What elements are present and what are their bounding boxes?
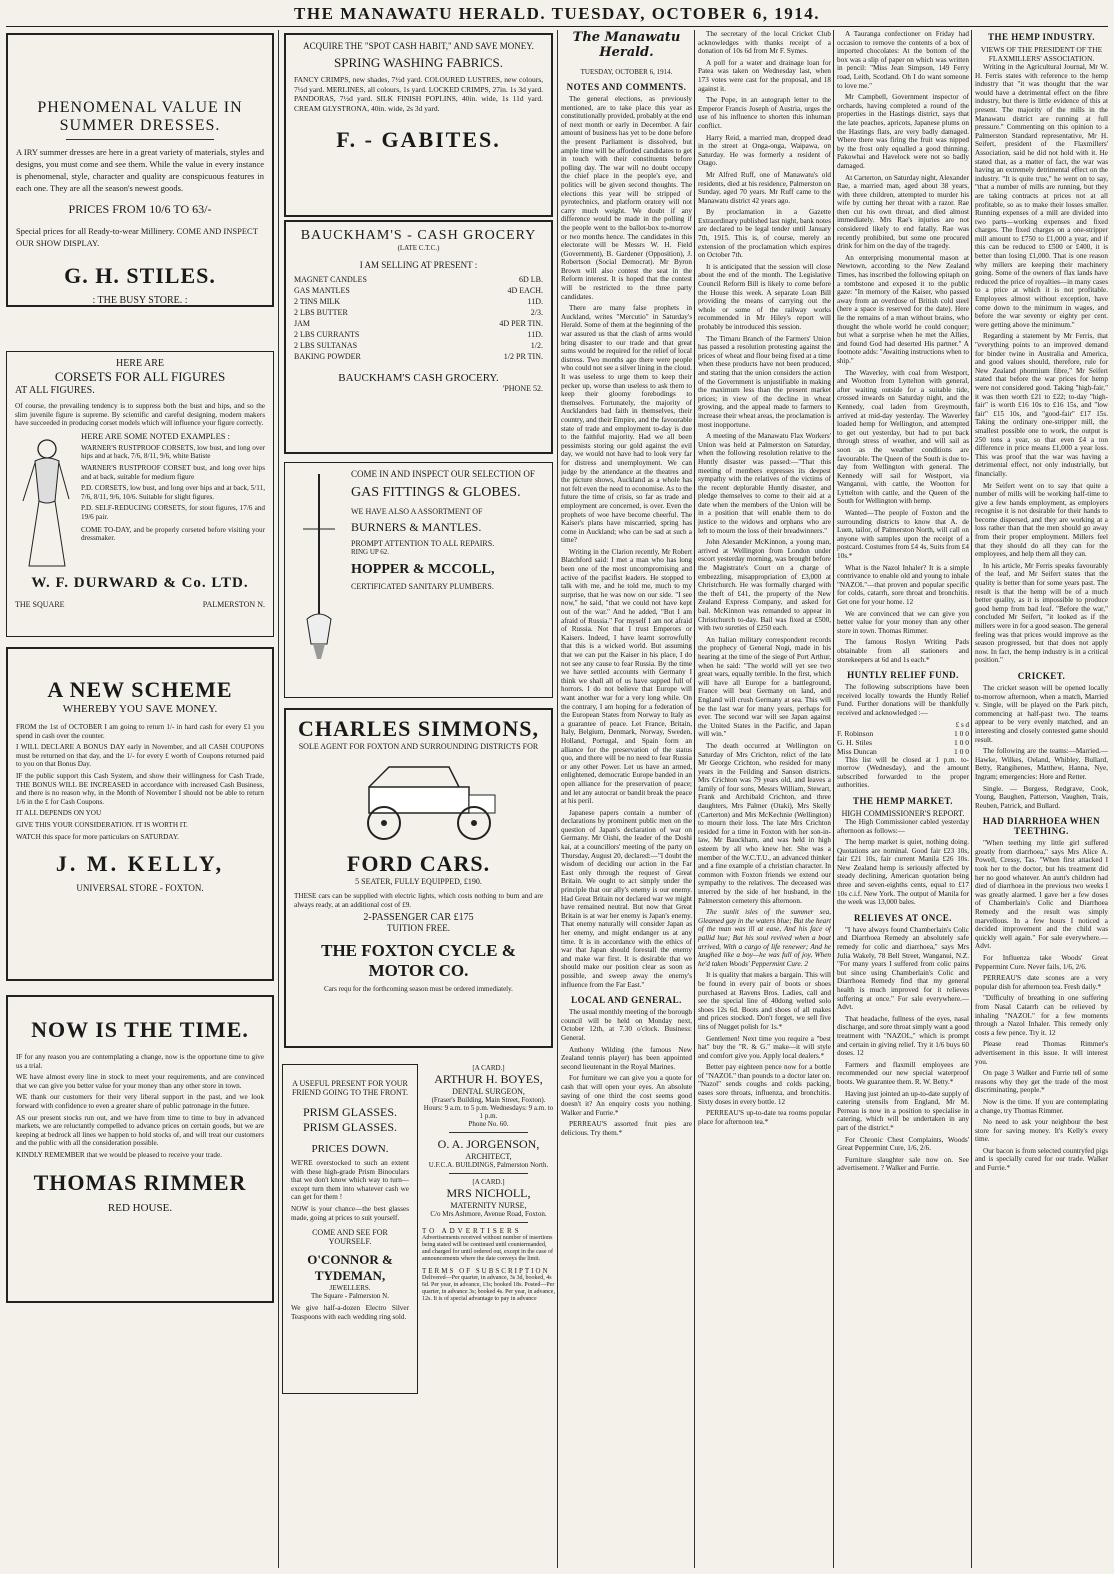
- donor-name: Miss Duncan: [837, 746, 877, 756]
- hemp-paragraph: The High Commissioner cabled yesterday afternoon as follows:—: [837, 817, 969, 835]
- hemp-industry-paragraph: Regarding a statement by Mr Ferris, that "everything points to an improved demand for binder twine in Australia and America, and good values should, therefore, rule for New Zealand phormium fibre," Mr Seifert stated that before the war prices for hemp were not considered good. Taking "high-fair," it was then worth £21 to £22; to-day "high-fair" is worth £16 10s to £16 15s, and "low fair" £15 10s, and "good-fair" £17 15s. Taking the ordinary one-stripper mill, the smallest possible one to work, the output is 250 tons a year, so that even £4 a ton difference in price means £1,000 a year loss. This was proof that the war was having a detrimental effect, not only industrially, but financially.: [975, 332, 1108, 478]
- ad-stiles-title-2: SUMMER DRESSES.: [59, 117, 221, 134]
- ad-stiles-prices: PRICES FROM 10/6 TO 63/-: [68, 202, 212, 216]
- cricket-paragraph: The following are the teams:—Married.—Hawke, Wilkes, Oeland, Whibley, Bullard, Betty, Rangihenes, Matthew, Hanna, Nye, Ingram; emergencies: Hore and Retter.: [975, 747, 1108, 781]
- news-paragraph: "Difficulty of breathing in one suffering from Nasal Catarrh can be relieved by inhaling "NAZOL" for a few moments through a Nazol Inhaler. This remedy only costs a few pence. Try it. 12: [975, 994, 1108, 1037]
- price-list: [294, 274, 543, 362]
- column-advertisements-middle: [282, 30, 555, 1568]
- price-item-name: JAM: [294, 319, 311, 328]
- price-item-price: 1/2.: [530, 341, 543, 350]
- ad-gabites-line: ACQUIRE THE "SPOT CASH HABIT," AND SAVE MONEY.: [303, 41, 534, 51]
- price-list-item: [294, 351, 543, 362]
- ad-simmons-tuition: TUITION FREE.: [387, 923, 450, 934]
- card-nicholl-addr: C/o Mrs Ashmore, Avenue Road, Foxton.: [430, 1210, 547, 1218]
- ad-bauckham-selling: I AM SELLING AT PRESENT :: [359, 260, 478, 270]
- ad-oconnor-down: PRICES DOWN.: [311, 1143, 389, 1155]
- price-list-item: [294, 318, 543, 329]
- ad-durward-example: P.D. SELF-REDUCING CORSETS, for stout figures, 17/6 and 19/6 pair.: [81, 504, 265, 521]
- ad-stiles-special: Special prices for all Ready-to-wear Millinery. COME AND INSPECT OUR SHOW DISPLAY.: [16, 226, 258, 248]
- cricket-heading: CRICKET.: [1017, 670, 1066, 681]
- news-paragraph: For Influenza take Woods' Great Peppermint Cure. Never fails, 1/6, 2/6.: [975, 954, 1108, 971]
- ad-durward-sub: AT ALL FIGURES.: [15, 385, 95, 396]
- news-paragraph: What is the Nazol Inhaler? It is a simple contrivance to enable old and young to inhale "NAZOL"—that proven and popular specific for colds, catarrh, sore throat and bronchitis. Get one for your home. 12: [837, 563, 969, 606]
- news-paragraph: Harry Reid, a married man, dropped dead in the street at Onga-onga, Waipawa, on Saturday. He was formerly a resident of Otago.: [698, 133, 831, 168]
- editorial-paragraph: Writing in the Clarion recently, Mr Robert Blatchford said: I met a man who has long been one of the most uncompromising and active of the pacifist leaders. He stopped to talk with me, and he told me, much to my surprise, that he was now on our side. "I see now," he said, "that we could not have kept out of the war." And he added, "But I am afraid of Russia." For myself I am not afraid of Russia. Not that I trust Emperors or Kaisers. Indeed, I have learnt sorrowfully that this is a wicked world. But assuming that we can put the Kaiser in his place, I do not see any cause to fear Russia. By the time we have settled accounts with Germany I think we shall all of us have supped full of horrors. I do not believe that Europe will want another war for a very long while. On the contrary, I am hoping for a federation of the European States from Norway to Italy as a guarantee of peace. Let France, Britain, Italy, Belgium, Denmark, Norway, Sweden, Holland, Portugal, and Spain form an alliance for the preservation of the status quo, and there will be no need to fear Russia or any other Power. Let us have an armed, enlightened, democratic Europe banded in an open alliance for the preservation of peace; and let any autocrat or bandit break the peace at his peril.: [561, 547, 692, 806]
- donor-list: [837, 729, 969, 756]
- column-divider: [833, 30, 834, 1568]
- ad-simmons-cars: FORD CARS.: [346, 851, 491, 876]
- news-paragraph: Please read Thomas Rimmer's advertisement in this issue. It will interest you.: [975, 1040, 1108, 1066]
- hemp-paragraph: The hemp market is quiet, nothing doing. Quotations are nominal. Good fair £23 10s, fair £21 10s, fair current Manila £26 10s. New Zealand hemp is seriously affected by steady declining, American quotation being three and seven-eighths cents, equal to £17 10s c.i.f. New York. The output of Manila for the week was 13,000 bales.: [837, 838, 969, 907]
- donor-name: G. H. Stiles: [837, 737, 873, 747]
- price-list-item: [294, 329, 543, 340]
- hemp-market-subheading: HIGH COMMISSIONER'S REPORT.: [841, 808, 965, 818]
- price-list-item: [294, 274, 543, 285]
- news-paragraph: John Alexander McKinnon, a young man, arrived at Wellington from London under escort yesterday morning, was brought before the Magistrate's Court on a charge of embezzling, misappropriation of £3,000 at Christchurch. He was formally charged with the theft of £41, the property of the New Zealand Express Company, and asked for bail. McKinnon was remanded to appear in Christchurch to-day. Bail was fixed at £500, with two sureties of £250 each.: [698, 538, 831, 633]
- huntly-paragraph: The following subscriptions have been received locally towards the Huntly Relief Fund. Further donations will be thankfully received and acknowledged :—: [837, 683, 969, 717]
- card-nicholl-role: MATERNITY NURSE,: [450, 1201, 527, 1210]
- donor-amount: 1 0 0: [954, 737, 969, 747]
- ad-oconnor-give: We give half-a-dozen Electro Silver Teaspoons with each wedding ring sold.: [291, 1304, 409, 1321]
- column-divider: [278, 30, 279, 1568]
- card-boyes-addr: (Fraser's Building, Main Street, Foxton).: [431, 1096, 546, 1104]
- ad-durward-example: P.D. CORSETS, low bust, and long over hips and at back, 5/11, 7/6, 8/11, 9/6, 10/6. Suitable for slight figures.: [81, 484, 265, 501]
- news-paragraph: By proclamation in a Gazette Extraordinary published last night, bank notes are declared to be legal tender until January 7th, 1915. This is, of course, merely an extension of the proclamation which expires on October 7th.: [698, 208, 831, 260]
- card-boyes-phone: Phone No. 60.: [468, 1120, 509, 1128]
- hemp-industry-paragraph: In his article, Mr Ferris speaks favourably of the leaf, and Mr Seifert states that the quality is better than for some years past. The result is that the hemp will be of a much better quality, as it is impossible to produce good hemp from bad leaf. "Before the war," concluded Mr Seifert, "it looked as if the millers were in for a good season. The general feeling was that prices would improve as the season progressed, but that does not apply now. In fact, the hemp industry is in a critical position.": [975, 561, 1108, 665]
- price-item-price: 11D.: [527, 297, 543, 306]
- news-paragraph: The Waverley, with coal from Westport, and Wootton from Lyttelton with general, after waiting outside for a suitable tide, crossed inwards on Saturday night, and the Kennedy, coal laden from Greymouth, arrived at mid-day yesterday. The Waverley loaded hemp for Wellington, and attempted to get out yesterday, but had to put back through stress of weather, and will sail as soon as the weather conditions are favourable. The Queen of the South is due to-day from Wellington with general. The Kennedy will sail for Westport, via Wanganui, with cattle, the Wootton for Lyttelton with cattle, and the Queen of the South for Wellington with hemp.: [837, 368, 969, 506]
- ad-oconnor-name: O'CONNOR & TYDEMAN,: [307, 1252, 393, 1284]
- news-paragraph: An Italian military correspondent records the prophecy of General Nogi, made in his hearing at the time of the siege of Port Arthur, when he said: "The world will yet see two great wars, equally terrible. In the first, which will have all Europe for a battleground, France will beat Germany on land, and England will crush Germany at sea. This will be the last war for many years, perhaps for ever. The second war will see Japan against the United States in the Pacific, and Japan will win.": [698, 635, 831, 739]
- ad-stiles: [6, 33, 274, 307]
- ad-rimmer-p5: KINDLY REMEMBER that we would be pleased to receive your trade.: [16, 1150, 222, 1159]
- news-paragraph: Better pay eighteen pence now for a bottle of "NAZOL" than pounds to a doctor later on. "Nazol" sends coughs and colds packing, eases sore throats, influenza, and bronchitis. Sixty doses in every bottle. 12: [698, 1063, 831, 1106]
- hemp-industry-paragraph: Mr Seifert went on to say that quite a number of mills will be working half-time to give a few hands employment, as employers recognise it is not desirable for their hands to become dispersed, and they are working at a loss rather than that the men should go away from their proper employment. Millers feel that they should do all they can for the employees, and help them all they can.: [975, 481, 1108, 559]
- ad-oconnor-prism-1: PRISM GLASSES.: [302, 1105, 398, 1119]
- price-list-item: [294, 296, 543, 307]
- card-nicholl-tag: [A CARD.]: [472, 1178, 505, 1186]
- news-paragraph: Furniture slaughter sale now on. See advertisement. ? Walker and Furrie.: [837, 1155, 969, 1173]
- ad-gabites-name: F. - GABITES.: [336, 127, 501, 152]
- ad-kelly-p5: GIVE THIS YOUR CONSIDERATION. IT IS WORTH IT.: [16, 820, 188, 829]
- ad-simmons: [284, 708, 553, 1048]
- ad-bauckham-title: BAUCKHAM'S - CASH GROCERY: [300, 228, 537, 243]
- ad-oconnor-body: WE'RE overstocked to such an extent with these high-grade Prism Binoculars that we don't know which way to turn—except turn them into whatever cash we can get for them !: [291, 1159, 409, 1202]
- news-paragraph: The secretary of the local Cricket Club acknowledges with thanks receipt of a donation of 10s 6d from Mr F. Symes.: [698, 30, 831, 56]
- hemp-industry-subheading: VIEWS OF THE PRESIDENT OF THE FLAXMILLERS' ASSOCIATION.: [980, 45, 1103, 63]
- ad-oconnor-tydeman: [282, 1064, 418, 1394]
- news-paragraph: A Tauranga confectioner on Friday had occasion to remove the contents of a box of imported chocolates: At the bottom of the box was a slip of paper on which was written in pencil: "Miss Jean Simpson, 149 Ferry road, Leith, Scotland. Oh I do want someone to love me.": [837, 30, 969, 90]
- ad-stiles-store: : THE BUSY STORE. :: [92, 295, 188, 306]
- cricket-paragraph: Single. — Burgess, Redgrave, Cook, Young, Baughen, Patterson, Vaughen, Trais, Reuben, Patrick, and Bullard.: [975, 784, 1108, 810]
- news-paragraph: A meeting of the Manawatu Flax Workers' Union was held at Palmerston on Saturday, when the following resolution relative to the Huntly disaster was passed:—"That this meeting of members expresses its deepest sympathy with the relatives of the victims of the recent deplorable Huntly disaster, and pledge themselves to come to their aid at a date when the members of the Union will be in a position that will enable them to do justice to the widows and orphans who are left to mourn the loss of their breadwinners.": [698, 432, 831, 535]
- news-paragraph: The famous Roslyn Writing Pads obtainable from all stationers and storekeepers at 6d and 1s each.*: [837, 638, 969, 664]
- ad-simmons-company: THE FOXTON CYCLE & MOTOR CO.: [321, 941, 516, 981]
- editorial-paragraph: There are many false prophets in Auckland, writes "Mercutio" in Saturday's Herald. Some of them at the beginning of the war assured us that the clash of arms would bring disaster to our trade and that great sums would be required for the relief of local distress. Two months ago there were people who could not see a silver lining in the cloud. It was useless to urge them to keep their pecker up, worse than useless to ask them to keep their gloomy forebodings to themselves. Fortunately, the majority of Aucklanders had faith in themselves, their country, and their Empire, and the favourable state of trade and employment to-day is due to the faithful majority. Had we all been pessimists storing our gold against the evil day, we would not have had to look very far for distress and unemployment. We can judge by the attendance at the theatres and the picture shows, Auckland as a whole has not felt even the need to economise. As to the future the time of crisis, so far as trade and employment are concerned, is over. Even the prophets of woe have become cheerful. The Kaiser's plans have miscarried, spring has come in Auckland; who can be sad at such a time?: [561, 304, 692, 545]
- editorial-paragraph: The general elections, as previously mentioned, are to take place this year as constitutionally provided, probably at the end of next month or early in December. A fair amount of business has yet to be done before the present Parliament is dissolved, but ample time will be afforded candidates to get in touch with their constituents before polling day. The war will no doubt occupy the chief place in the people's eye, and politics will be given second thoughts. The elections this year will be stripped of pyrotechnics, and platform oratory will not carry much weight. We doubt if any difference would be made in the polling if the people went to the ballot-box to-morrow or two months hence. The candidates in this electorate will be Messrs W. H. Field (Government), B. Gardener (Opposition), J. Robertson (Social Democrat). Mr Byron Brown will also contest the seat in the Reform interest. It is hoped that the contest will be restricted to the three party candidates.: [561, 95, 692, 301]
- ad-rimmer: [6, 995, 274, 1303]
- news-paragraph: No need to ask your neighbour the best store for saving money. It's Kelly's every time.: [975, 1118, 1108, 1144]
- column-advertisements-left: [4, 30, 276, 1568]
- ad-oconnor-body-2: NOW is your chance—the best glasses made, going at prices to suit yourself.: [291, 1204, 409, 1222]
- card-jorgenson-name: O. A. JORGENSON,: [437, 1137, 540, 1151]
- card-boyes-role: DENTAL SURGEON,: [452, 1087, 525, 1096]
- ad-bauckham: [284, 220, 553, 454]
- subscription-heading: TERMS OF SUBSCRIPTION: [422, 1267, 550, 1275]
- advertisers-heading: TO ADVERTISERS: [422, 1227, 522, 1235]
- ad-hopper-sub: CERTIFICATED SANITARY PLUMBERS.: [351, 582, 494, 591]
- ad-hopper-name: HOPPER & MCCOLL,: [351, 562, 495, 577]
- advertisers-body: Advertisements received without number of insertions being stated will be continued until countermanded, and charged for until ordered out, except in the case of announcements where the date conveys the limit.: [422, 1235, 554, 1262]
- ad-simmons-seater: 5 SEATER, FULLY EQUIPPED, £190.: [355, 877, 482, 886]
- price-list-item: [294, 285, 543, 296]
- news-paragraph: Mr Campbell, Government inspector of orchards, having completed a round of the properties in the Hastings district, says that the late peaches, apricots, Japanese plums on the Hastings flats, are very badly damaged. Where there was firing the fruit was nipped by the frost only equalled a good thinning. Pakowhai and Havelock were not so badly damaged.: [837, 93, 969, 170]
- news-paragraph: It is quality that makes a bargain. This will be found in every pair of boots or shoes purchased at Ravens Bros. Ladies, call and see the special line of 40dong welted solo shoes 12s 6d. Boots and shoes of all makes and prices stocked. Don't forget, we sell five tins of Nugget polish for 1s.*: [698, 971, 831, 1031]
- masthead-rule: [6, 26, 1108, 27]
- news-paragraph: It is anticipated that the session will close about the end of the month. The Legislative Council Reform Bill is likely to come before the House this week. A separate Loan Bill providing the means of carrying out the whole or some of the railway works recommended in Mr Hiley's report will probably be introduced this session.: [698, 262, 831, 331]
- hemp-market-heading: THE HEMP MARKET.: [852, 795, 954, 806]
- ad-oconnor-line: A USEFUL PRESENT FOR YOUR FRIEND GOING TO THE FRONT.: [291, 1079, 409, 1097]
- news-paragraph: For Chronic Chest Complaints, Woods' Great Peppermint Cure, 1/6, 2/6.: [837, 1135, 969, 1153]
- ad-bauckham-footer: BAUCKHAM'S CASH GROCERY.: [338, 372, 499, 384]
- news-paragraph: Mr Alfred Ruff, one of Manawatu's old residents, died at his residence, Palmerston on Sunday, aged 70 years. Mr Ruff came to the Manawatu district 42 years ago.: [698, 170, 831, 205]
- price-item-name: BAKING POWDER: [294, 352, 361, 361]
- ad-simmons-agent: SOLE AGENT FOR FOXTON AND SURROUNDING DISTRICTS FOR: [298, 742, 539, 751]
- ad-kelly-sub: WHEREBY YOU SAVE MONEY.: [62, 703, 218, 715]
- gas-lamp-illustration: [293, 469, 345, 669]
- news-paragraph: Having just jointed an up-to-date supply of catering utensils from England, Mr M. Perreau is now in a position to specialise in catering, which will be undertaken in any part of the district.*: [837, 1089, 969, 1132]
- ad-rimmer-p3: WE thank our customers for their very liberal support in the past, and we look forward with confidence to even a greater share of public patronage in the future.: [16, 1093, 264, 1110]
- column-divider: [694, 30, 695, 1568]
- ad-rimmer-p1: IF for any reason you are contemplating a change, now is the opportune time to give us a trial.: [16, 1053, 264, 1070]
- donor-row: [837, 738, 969, 747]
- ad-kelly-p1: FROM the 1st of OCTOBER I am going to return 1/- in hard cash for every £1 you spend in cash over the counter.: [16, 723, 264, 740]
- ad-simmons-body: THESE cars can be supplied with electric lights, which costs nothing to burn and are always ready, at an additional cost of £9.: [294, 892, 543, 909]
- news-paragraph: At Carterton, on Saturday night, Alexander Rae, a married man, aged about 38 years, with three children, attempted to murder his wife by cutting her throat with a razor. Rae then cut his own throat, and died almost immediately. Mrs Rae's injuries are not considered likely to end fatally. Rae was recently prohibited, but some one procured drink for him on the day of the tragedy.: [837, 173, 969, 251]
- ad-simmons-name: CHARLES SIMMONS,: [298, 716, 539, 741]
- diarrhoea-heading: HAD DIARRHOEA WHEN TEETHING.: [982, 816, 1101, 837]
- ad-durward-example: WARNER'S RUSTPROOF CORSETS, low bust, and long over hips and at back, 7/6, 8/11, 9/6, white Batiste: [81, 443, 265, 461]
- hemp-industry-heading: THE HEMP INDUSTRY.: [987, 32, 1096, 42]
- column-divider: [971, 30, 972, 1568]
- editorial-paragraph: Japanese papers contain a number of declarations by prominent public men on the question of Japan's declaration of war on Germany. Mr Oishi, the leader of the Doshi kai, at a councillors' meeting of the party on Thursday, August 20, declared:—"I doubt the wisdom of deciding our action in the Far East only through the request of Great Britain. We ought to act simply under the principle that our ally's enemy is our enemy. Had Great Britain not declared war we might have remained neutral. But now that Great Britain is at war her enemy is Japan's enemy. That enemy naturally will consider Japan as her enemy, and might endanger us at any time. It is in accordance with the ethics of war that Japan should forestall the enemy and make war first. It is desirable that we should make our position clear as soon as possible, and sweep away the enemy's influence from the Far East.": [561, 808, 692, 989]
- ad-stiles-body: A IRY summer dresses are here in a great variety of materials, styles and designs, you must come and see them. While the value in every instance is phenomenal, style, character and quality are conspicuous features in each one. They are all the season's newest goods.: [16, 147, 264, 193]
- card-jorgenson-addr: U.F.C.A. BUILDINGS, Palmerston North.: [428, 1161, 549, 1169]
- news-paragraph: A poll for a water and drainage loan for Patea was taken on Wednesday last, when 173 votes were cast for the proposal, and 18 against it.: [698, 58, 831, 93]
- lsd-heading: £ s d: [955, 720, 969, 729]
- ad-simmons-two: 2-PASSENGER CAR £175: [363, 912, 474, 924]
- price-item-name: 2 LBS BUTTER: [294, 308, 348, 317]
- news-paragraph: "When teething my little girl suffered greatly from diarrhoea," says Mrs Alice A. Powell, Cressy, Tas. "When first attacked I took her to the doctor, but his treatment did her no good whatever. An aunt's children had died of diarrhoea in the previous two weeks I was greatly alarmed. I gave her a few doses of Chamberlain's Colic and Diarrhoea Remedy and the result was simply marvellous. In a few hours I noticed a decided improvement and the child was quickly well again." For sale everywhere.—Advt.: [975, 839, 1108, 951]
- card-boyes-tag: [A CARD.]: [472, 1064, 505, 1072]
- ad-kelly-p4: IT ALL DEPENDS ON YOU: [16, 809, 102, 818]
- price-item-name: 2 LBS SULTANAS: [294, 341, 358, 350]
- card-jorgenson-role: ARCHITECT,: [465, 1152, 512, 1161]
- ad-kelly-store: UNIVERSAL STORE - FOXTON.: [76, 883, 204, 894]
- ad-rimmer-store: RED HOUSE.: [107, 1201, 173, 1214]
- cricket-paragraph: The cricket season will be opened locally to-morrow afternoon, when a match, Married v. Single, will be played on the Park pitch, commencing at half-past two. The teams appear to be very evenly matched, and an interesting and closely contested game should result.: [975, 683, 1108, 744]
- news-paragraph: Farmers and flaxmill employees are recommended our new special waterproof boots. We guarantee them. R. W. Betty.*: [837, 1060, 969, 1086]
- ad-gabites: [284, 33, 553, 217]
- ad-hopper-line-2: WE HAVE ALSO A ASSORTMENT OF: [351, 507, 483, 516]
- relieves-heading: RELIEVES AT ONCE.: [854, 912, 952, 923]
- huntly-paragraph: This list will be closed at 1 p.m. to-morrow (Wednesday), and the amount subscribed forwarded to the proper authorities.: [837, 755, 969, 790]
- ad-gabites-body: FANCY CRIMPS, new shades, 7½d yard. COLOURED LUSTRES, new colours, 7½d yard. MERLINES, all colours, 1s yard. LOCKED CRIMPS, 27in. 1s 3d yard. PANDORAS, 7½d yard. SILK FINISH POPLINS, 40in. wide, 1s 11d yard. CREAM GLYSTRONA, 40in. wide, 2s 3d yard.: [294, 75, 543, 113]
- column-news-1: [698, 30, 831, 1568]
- price-item-price: 4D PER TIN.: [499, 319, 543, 328]
- news-paragraph: The Pope, in an autograph letter to the Emperor Francis Joseph of Austria, urges the use of his influence to shorten this inhuman conflict.: [698, 96, 831, 130]
- price-item-price: 6D LB.: [519, 275, 543, 284]
- donor-amount: 1 0 0: [954, 728, 969, 738]
- ad-durward-addr-1: THE SQUARE: [15, 599, 65, 609]
- price-item-name: 2 TINS MILK: [294, 297, 341, 306]
- price-item-price: 1/2 PR TIN.: [503, 352, 543, 361]
- column-divider: [557, 30, 558, 1568]
- news-paragraph: PERREAU'S up-to-date tea rooms popular place for afternoon tea.*: [698, 1109, 831, 1126]
- price-item-name: 2 LBS CURRANTS: [294, 330, 360, 339]
- ad-kelly-name: J. M. KELLY,: [55, 851, 225, 877]
- ad-rimmer-title: NOW IS THE TIME.: [31, 1017, 249, 1042]
- ad-hopper-line-1: COME IN AND INSPECT OUR SELECTION OF: [351, 469, 535, 479]
- price-item-price: 4D EACH.: [507, 286, 543, 295]
- donor-name: F. Robinson: [837, 728, 874, 738]
- news-paragraph: Our bacon is from selected countryfed pigs and is specially cured for our trade. Walker and Furrie.*: [975, 1146, 1108, 1173]
- ad-durward-example: WARNER'S RUSTPROOF CORSET bust, and long over hips and at back, suitable for medium figure: [81, 463, 265, 481]
- column-news-3: [975, 30, 1108, 1568]
- price-item-price: 11D.: [527, 330, 543, 339]
- paper-date: TUESDAY, OCTOBER 6, 1914.: [580, 68, 673, 76]
- ad-oconnor-jewellers: JEWELLERS.: [329, 1284, 371, 1293]
- ad-rimmer-p4: AS our present stocks run out, and we have from time to time to buy in advanced markets, we are reluctantly compelled to advance prices on certain goods, but we are keeping at bedrock all lines we happen to hold stocks of, and will treat our customers and the public with all the consideration possible.: [16, 1113, 264, 1148]
- ad-durward-title: CORSETS FOR ALL FIGURES: [54, 369, 226, 384]
- news-paragraph: PERREAU'S date scones are a very popular dish for afternoon tea. Fresh daily.*: [975, 974, 1108, 991]
- ad-oconnor-addr: The Square - Palmerston N.: [311, 1292, 389, 1301]
- ad-durward-name: W. F. DURWARD & Co. LTD.: [31, 574, 249, 591]
- ad-durward-noted: HERE ARE SOME NOTED EXAMPLES :: [81, 430, 230, 441]
- news-paragraph: Now is the time. If you are contemplating a change, try Thomas Rimmer.: [975, 1097, 1108, 1115]
- ad-bauckham-late: (LATE C.T.C.): [397, 244, 440, 252]
- ad-kelly-title: A NEW SCHEME: [47, 677, 233, 702]
- news-paragraph: That headache, fullness of the eyes, nasal discharge, and sore throat simply want a good treatment with "NAZOL," which is prompt and certain in giving relief. Try it 1/6 buys 60 doses. 12: [837, 1014, 969, 1058]
- corset-figure-illustration: [15, 431, 75, 571]
- notes-heading: NOTES AND COMMENTS.: [566, 82, 687, 92]
- news-paragraph: "I have always found Chamberlain's Colic and Diarrhoea Remedy an absolutely safe remedy for colic and diarrhoea," says Mrs Julia Wakely, 78 Bell Street, Wanganui, N.Z. "For many years I suffered from colic pains but since using Chamberlain's Colic and Diarrhoea Remedy find that my general health is much improved for it relieves suffering at once." For sale everywhere.—Advt.: [837, 925, 969, 1012]
- ad-durward: [6, 351, 274, 637]
- ad-hopper-title: GAS FITTINGS & GLOBES.: [351, 485, 521, 500]
- card-boyes-name: ARTHUR H. BOYES,: [434, 1072, 543, 1086]
- local-heading: LOCAL AND GENERAL.: [571, 995, 682, 1006]
- ad-stiles-name: G. H. STILES.: [64, 263, 216, 288]
- news-paragraph: We are convinced that we can give you better value for your money than any other store in town. Thomas Rimmer.: [837, 609, 969, 635]
- card-boyes-hours: Hours: 9 a.m. to 5 p.m. Wednesdays: 9 a.m. to 1 p.m.: [423, 1104, 554, 1120]
- news-paragraph: The Timaru Branch of the Farmers' Union has passed a resolution protesting against the prices of wheat and flour being fixed at a time when these products have not been produced, and stating that the union considers the action of the Government is unjustifiable in making the maximum less than the present market prices; in view of the decline in wheat growing, and the appeal made to farmers to increase their wheat areas, the proclamation is most inopportune.: [698, 334, 831, 429]
- news-paragraph: An enterprising monumental mason at Newtown, according to the New Zealand Times, has inscribed the following epitaph on a tombstone and exposed it to the public gaze: "In memory of the Kaiser, who passed away from an overdose of British cold steel (here a space is reserved for the date). Here lie the remains of a man without brains, who thought the whole world he could conquer; but what a surprise when he met the Allies, and found God had deserted His partner." A footnote adds: "Awaiting instructions when to ship.": [837, 253, 969, 365]
- ad-oconnor-come: COME AND SEE FOR YOURSELF.: [312, 1228, 388, 1247]
- news-paragraph: Wanted—The people of Foxton and the surrounding districts to know that A. de Luen, tailor, of Palmerston North, will call on anyone with samples upon the receipt of a postcard. Costumes from £4 4s, Suits from £4 10s.*: [837, 509, 969, 561]
- ad-hopper-ring: RING UP 62.: [351, 548, 390, 556]
- card-nicholl-name: MRS NICHOLL,: [446, 1186, 531, 1200]
- local-paragraph: The usual monthly meeting of the borough council will be held on Monday next, October 12th, at 7.30 o'clock. Business: General.: [561, 1008, 692, 1042]
- ad-simmons-note: Cars requ for the forthcoming season must be ordered immediately.: [324, 985, 513, 994]
- price-item-name: MAGNET CANDLES: [294, 275, 367, 284]
- donor-row: [837, 747, 969, 756]
- ad-bauckham-phone: 'PHONE 52.: [502, 384, 543, 393]
- ad-kelly: [6, 647, 274, 981]
- local-paragraph: PERREAU'S assorted fruit pies are delicious. Try them.*: [561, 1120, 692, 1137]
- local-paragraph: Anthony Wilding (the famous New Zealand tennis player) has been appointed second lieutenant in the Royal Marines.: [561, 1045, 692, 1071]
- ad-stiles-title-1: PHENOMENAL VALUE IN: [37, 99, 243, 116]
- ad-gabites-title: SPRING WASHING FABRICS.: [334, 55, 503, 70]
- news-paragraph: On page 3 Walker and Furrie tell of some reasons why they get the trade of the most discriminating, people.*: [975, 1069, 1108, 1095]
- ad-durward-addr-2: PALMERSTON N.: [202, 599, 265, 609]
- price-item-name: GAS MANTLES: [294, 286, 350, 295]
- huntly-heading: HUNTLY RELIEF FUND.: [847, 670, 959, 681]
- hemp-industry-paragraph: Writing in the Agricultural Journal, Mr W. H. Ferris states with reference to the hemp industry that "it was thought that the war would have a detrimental effect on the fibre industry, but there is little evidence of this at present. The majority of the mills in the Manawatu district are running at full pressure." Commenting on this opinion to a Palmerston Standard representative, Mr H. Seifert, president of the Flaxmillers' Association, said he did not hold with it. He stated that, as a matter of fact, the war was having an extremely detrimental effect on the industry. "It is quite true," he went on to say, "that a number of mills are running, but they are taking contracts at prices not at all profitable, so as to make their losses smaller. Running expenses of a mill are divided into two parts—working expenses and fixed charges. The fixed charges on a one-stripper mill amount to £750 to £1,000 a year, and if this can be reduced to £500 or £400, it is better than losing £1,000. That is one reason why millers are keeping their machinery going. Some of the owners of flax lands have reduced the price of royalties—in many cases to a price at which it is not profitable. Employees almost without exception, have come down to the minimum in wages, and before the war seventy or eighty per cent. were getting above the minimum.": [975, 63, 1108, 329]
- ad-hopper: [284, 462, 553, 698]
- donor-amount: 1 0 0: [954, 746, 969, 756]
- ad-hopper-line-4: PROMPT ATTENTION TO ALL REPAIRS.: [351, 539, 495, 548]
- paper-title: The Manawatu Herald.: [572, 30, 681, 60]
- price-list-item: [294, 307, 543, 318]
- ad-rimmer-p2: WE have almost every line in stock to meet your requirements, and are convinced that we can give you better value for your money than any other store in town.: [16, 1073, 264, 1090]
- price-list-item: [294, 340, 543, 351]
- donor-row: [837, 729, 969, 738]
- ad-durward-here: HERE ARE: [115, 358, 165, 369]
- verse-paragraph: The sunlit isles of the summer sea, Gleamed gay in the waters blue; But the heart of the man was ill at ease, And his face of pallid hue; But his soul revived when a boat arrived, With a cargo of life renewer; And he laughed like a boy—he was full of joy, When he'd taken Woods' Peppermint Cure. 2: [698, 908, 831, 968]
- ad-kelly-p3: IF the public support this Cash System, and show their willingness for Cash Trade, THE BONUS WILL BE INCREASED in accordance with increased Cash Business, and there is no reason why, in the Month of November I should not be able to return 1/6 in the £ for Cash Coupons.: [16, 771, 264, 806]
- ad-durward-body: Of course, the prevailing tendency is to suppress both the bust and hips, and so the slim juvenile figure is supreme. By scientific and careful designing, modern makers have succeeded in producing corset models which will influence your figure correctly.: [15, 402, 265, 428]
- local-paragraph: For furniture we can give you a quote for cash that will open your eyes. An absolute saving of one third the cost seems good doesn't it? An enquiry costs you nothing. Walker and Furrie.*: [561, 1074, 692, 1117]
- masthead: THE MANAWATU HERALD. TUESDAY, OCTOBER 6, 1914.: [294, 4, 820, 23]
- ad-kelly-p6: WATCH this space for more particulars on SATURDAY.: [16, 832, 179, 841]
- price-item-price: 2/3.: [530, 308, 543, 317]
- news-paragraph: Gentlemen! Next time you require a "best hat" buy the "R. & G." make—it will style and comfort give you. Apply local dealers.*: [698, 1034, 831, 1060]
- column-editorial: [561, 30, 692, 1568]
- subscription-body: Delivered—Per quarter, in advance, 3s 3d, booked, 4s 6d. Per year, in advance, 13s; booked 18s. Posted—Per quarter, in advance 3s; booked 4s. Per year, in advance, 12s. It is of special advantage to pay in advance: [422, 1275, 555, 1302]
- ad-hopper-line-3: BURNERS & MANTLES.: [351, 520, 482, 534]
- news-paragraph: The death occurred at Wellington on Saturday of Mrs Crichton, relict of the late Mr George Crichton, who resided for many years in the Feilding and Sanson districts. Mrs Crichton was 79 years old, and leaves a family of four sons, Messrs William, Stewart, Frank and Archibald Crichton, and three daughters, Mrs Palmer (Otaki), Mrs Skelly (Carterton) and Mrs McKechnie (Wellington) to mourn their loss. The late Mrs Crichton resided for a time in Foxton with her son-in-law, Mr Bauckham, and was held in high esteem by all who knew her. She was a member of the W.C.T.U., an advanced thinker and a fine example of a christian character. In common with Foxton friends we extend our sympathy to the relatives. The deceased was interred by the side of her husband, in the Palmerston cemetery this afternoon.: [698, 741, 831, 905]
- column-news-2: [837, 30, 969, 1568]
- ad-kelly-p2: I WILL DECLARE A BONUS DAY early in November, and all CASH COUPONS must be returned on that day, and the 1/- for every £ worth of Coupons returned paid to you on that Bonus Day.: [16, 743, 264, 769]
- ad-rimmer-name: THOMAS RIMMER: [33, 1169, 247, 1195]
- ad-durward-come: COME TO-DAY, and be properly corseted before visiting your dressmaker.: [81, 525, 265, 543]
- ad-oconnor-prism-2: PRISM GLASSES.: [302, 1120, 398, 1134]
- ford-car-illustration: [329, 757, 509, 845]
